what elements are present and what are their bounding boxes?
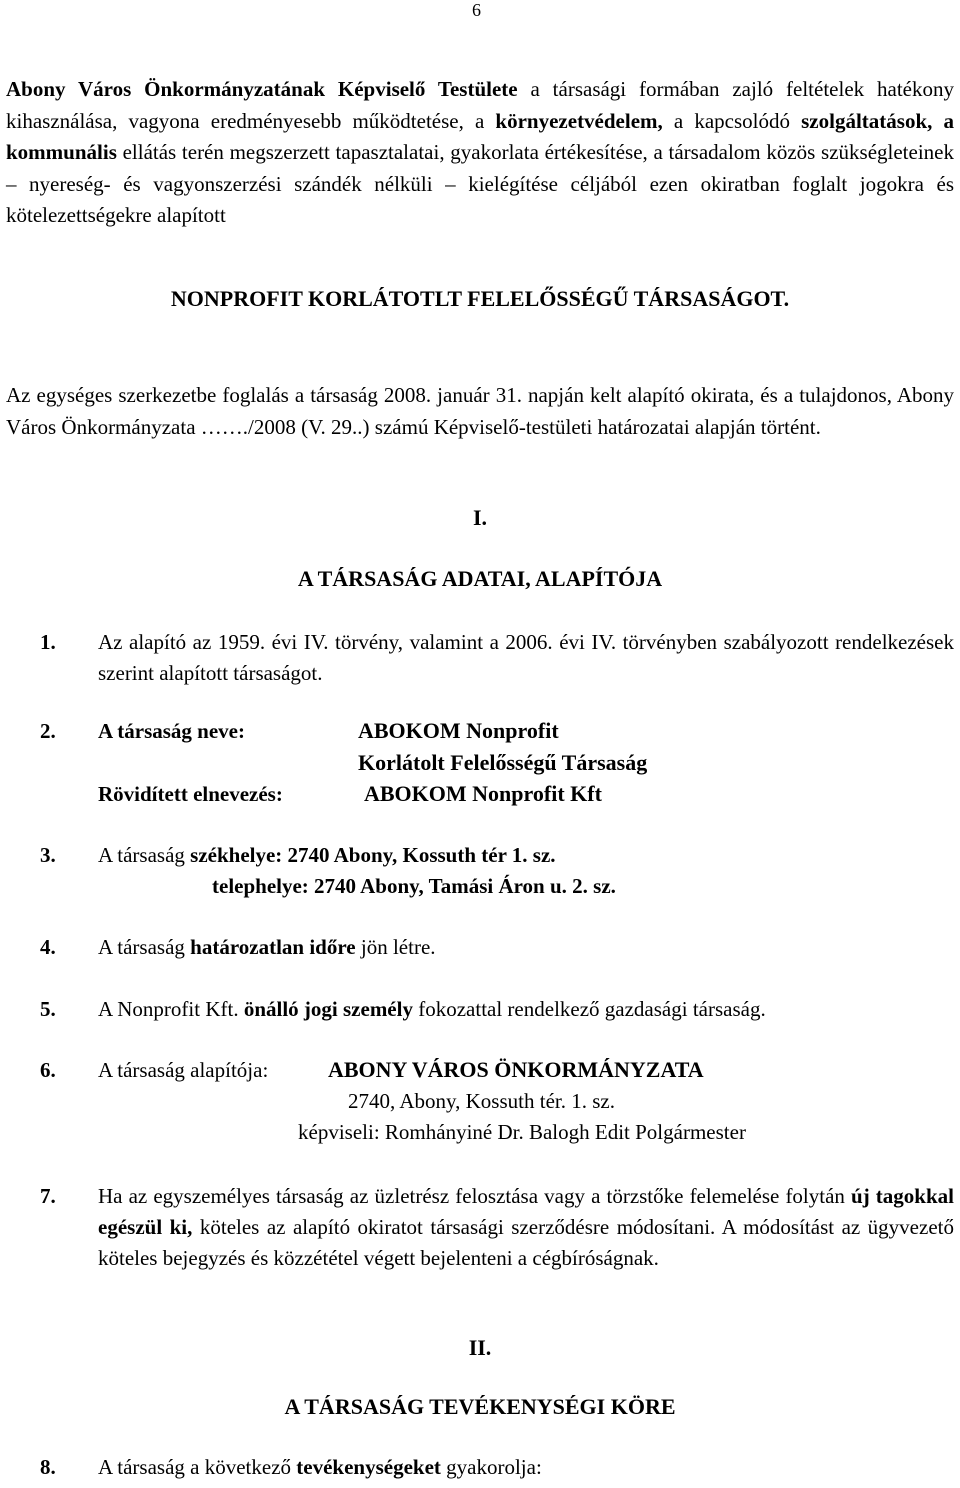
intro-bold-services: szolgáltatások, a kommunális — [6, 108, 954, 164]
item-text: Az alapító az 1959. évi IV. törvény, valamint a 2006. évi IV. törvényben szabályozott rendelkezések szerint alapított társaságot. — [98, 630, 954, 685]
item-5-text — [98, 997, 766, 1022]
section-1-roman: I. — [472, 505, 488, 530]
founder-address: 2740, Abony, Kossuth tér. 1. sz. — [348, 1089, 615, 1113]
short-name-label: Rövidített elnevezés: — [98, 782, 283, 806]
item-7-post: köteles az alapító okiratot társasági szerződésre módosítani. A módosítást az ügyvezető köteles bejegyzés és közzététel végett bejelenteni a cégbíróságnak. — [98, 1215, 954, 1270]
intro-text-3: ellátás terén megszerzett tapasztalatai, gyakorlata értékesítése, a társadalom közös szükségleteinek – nyereség- és vagyonszerzési szándék nélküli – kielégítése céljából ezen okiratban foglalt jogokra és kötelezettségekre alapított — [6, 140, 954, 227]
seat-prefix: A társaság — [98, 843, 191, 867]
intro-paragraph — [6, 74, 954, 232]
item-4-post: jön létre. — [355, 935, 436, 959]
item-2-number: 2. — [40, 719, 56, 743]
item-8-text — [98, 1455, 542, 1480]
item-5-post: fokozattal rendelkező gazdasági társaság. — [412, 997, 766, 1021]
seat-value: székhelye: 2740 Abony, Kossuth tér 1. sz. — [190, 843, 556, 867]
founder-name: ABONY VÁROS ÖNKORMÁNYZATA — [328, 1057, 704, 1082]
list-item-7 — [40, 1181, 954, 1274]
consolidation-paragraph: Az egységes szerkezetbe foglalás a társaság 2008. január 31. napján kelt alapító okirata, és a tulajdonos, Abony Város Önkormányzata ……./2008 (V. 29..) számú Képviselő-testületi határozatai alapján történt. — [6, 383, 954, 439]
item-7-pre: Ha az egyszemélyes társaság az üzletrész felosztása vagy a törzstőke felemelése folytán — [98, 1184, 852, 1208]
item-5-pre: A Nonprofit Kft. — [98, 997, 244, 1021]
item-4-number: 4. — [40, 935, 56, 959]
item-8-bold: tevékenységeket — [296, 1455, 441, 1479]
section-2-title: A TÁRSASÁG TEVÉKENYSÉGI KÖRE — [284, 1394, 676, 1419]
section-1-title: A TÁRSASÁG ADATAI, ALAPÍTÓJA — [297, 566, 663, 591]
short-name-value: ABOKOM Nonprofit Kft — [364, 781, 602, 806]
company-name-label: A társaság neve: — [98, 719, 245, 743]
item-number: 1. — [40, 630, 56, 654]
item-6-number: 6. — [40, 1058, 56, 1082]
site-value: telephelye: 2740 Abony, Tamási Áron u. 2. sz. — [212, 874, 616, 898]
item-5-number: 5. — [40, 997, 56, 1021]
intro-bold-env: környezetvédelem, — [495, 108, 663, 133]
list-item-1 — [40, 627, 954, 689]
nonprofit-title: NONPROFIT KORLÁTOTLT FELELŐSSÉGŰ TÁRSASÁGOT. — [170, 286, 790, 311]
item-8-pre: A társaság a következő — [98, 1455, 297, 1479]
item-number: 7. — [40, 1184, 56, 1208]
seat-line — [98, 843, 556, 868]
company-name-line-1: ABOKOM Nonprofit — [358, 718, 559, 743]
founder-label: A társaság alapítója: — [98, 1058, 269, 1082]
intro-subject: Abony Város Önkormányzatának Képviselő Testülete — [6, 77, 518, 101]
item-8-number: 8. — [40, 1455, 56, 1479]
section-2-roman: II. — [468, 1335, 492, 1360]
item-7-bold: új tagokkal egészül ki, — [98, 1184, 954, 1239]
item-4-bold: határozatlan időre — [190, 935, 356, 959]
item-text — [98, 1181, 954, 1274]
company-name-line-2: Korlátolt Felelősségű Társaság — [358, 750, 648, 775]
item-4-pre: A társaság — [98, 935, 191, 959]
page-number: 6 — [472, 0, 481, 20]
founder-representative: képviseli: Romhányiné Dr. Balogh Edit Polgármester — [298, 1120, 746, 1144]
item-8-post: gyakorolja: — [440, 1455, 542, 1479]
item-4-text — [98, 935, 436, 960]
intro-text-1: a társasági formában zajló feltételek hatékony kihasználása, vagyona eredményesebb működtetése, a — [6, 77, 954, 133]
item-5-bold: önálló jogi személy — [243, 997, 413, 1021]
item-3-number: 3. — [40, 843, 56, 867]
intro-text-2: a kapcsolódó — [662, 108, 802, 133]
